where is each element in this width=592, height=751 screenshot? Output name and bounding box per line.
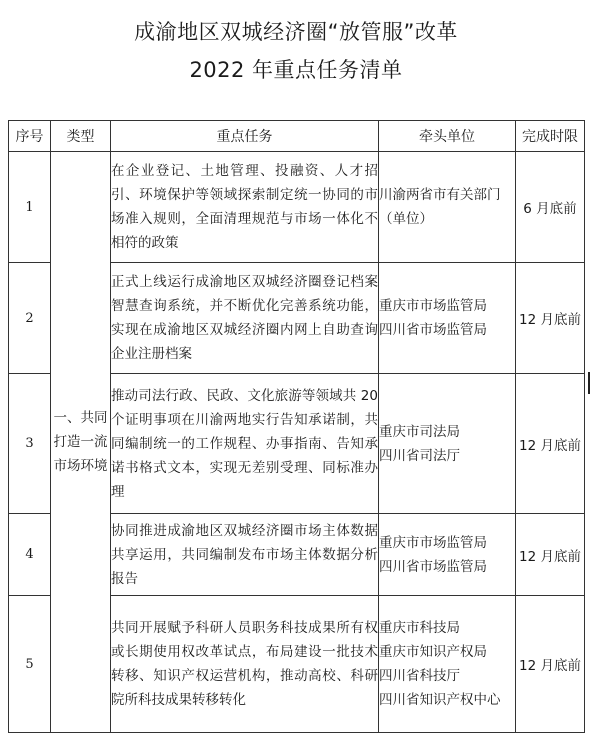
lead-unit: 四川省市场监管局 (379, 558, 487, 575)
row-lead (379, 263, 516, 374)
title-line-year: 2022 年重点任务清单 (189, 58, 403, 82)
row-task: 推动司法行政、民政、文化旅游等领域共 20 个证明事项在川渝两地实行告知承诺制，共同编制统一的工作规程、办事指南、告知承诺书格式文本，实现无差别受理、同标准办理 (111, 374, 379, 514)
table-row (9, 152, 585, 263)
row-deadline: 12 月底前 (516, 263, 585, 374)
row-seq: 5 (9, 596, 51, 733)
lead-unit: 重庆市市场监管局 (379, 534, 487, 551)
row-seq: 2 (9, 263, 51, 374)
header-lead: 牵头单位 (379, 121, 516, 152)
row-seq: 1 (9, 152, 51, 263)
row-task: 协同推进成渝地区双城经济圈市场主体数据共享运用，共同编制发布市场主体数据分析报告 (111, 514, 379, 596)
header-deadline: 完成时限 (516, 121, 585, 152)
row-task: 共同开展赋予科研人员职务科技成果所有权或长期使用权改革试点，布局建设一批技术转移、知识产权运营机构，推动高校、科研院所科技成果转移转化 (111, 596, 379, 733)
row-lead (379, 152, 516, 263)
type-cell: 一、共同打造一流市场环境 (51, 152, 111, 733)
row-deadline: 12 月底前 (516, 514, 585, 596)
title-line-main: 成渝地区双城经济圈“放管服”改革 (134, 20, 458, 44)
lead-unit: 重庆市科技局 (379, 620, 460, 636)
header-seq: 序号 (9, 121, 51, 152)
document-title (0, 14, 592, 88)
lead-unit: 四川省市场监管局 (379, 322, 487, 338)
row-lead (379, 596, 516, 733)
edge-mark (588, 372, 590, 394)
row-task: 在企业登记、土地管理、投融资、人才招引、环境保护等领域探索制定统一协同的市场准入规则，全面清理规范与市场一体化不相符的政策 (111, 152, 379, 263)
lead-unit: 重庆市司法局 (379, 423, 460, 440)
row-lead (379, 374, 516, 514)
row-seq: 3 (9, 374, 51, 514)
header-task: 重点任务 (111, 121, 379, 152)
row-deadline: 6 月底前 (516, 152, 585, 263)
header-type: 类型 (51, 121, 111, 152)
row-seq: 4 (9, 514, 51, 596)
table-header-row (9, 121, 585, 152)
task-table (8, 120, 585, 733)
lead-unit: 川渝两省市有关部门（单位） (379, 187, 501, 227)
lead-unit: 四川省知识产权中心 (379, 692, 501, 708)
lead-unit: 重庆市知识产权局 (379, 644, 487, 660)
lead-unit: 重庆市市场监管局 (379, 298, 487, 314)
row-task: 正式上线运行成渝地区双城经济圈登记档案智慧查询系统，并不断优化完善系统功能，实现在成渝地区双城经济圈内网上自助查询企业注册档案 (111, 263, 379, 374)
row-deadline: 12 月底前 (516, 374, 585, 514)
row-lead (379, 514, 516, 596)
lead-unit: 四川省科技厅 (379, 668, 460, 684)
lead-unit: 四川省司法厅 (379, 447, 460, 464)
row-deadline: 12 月底前 (516, 596, 585, 733)
